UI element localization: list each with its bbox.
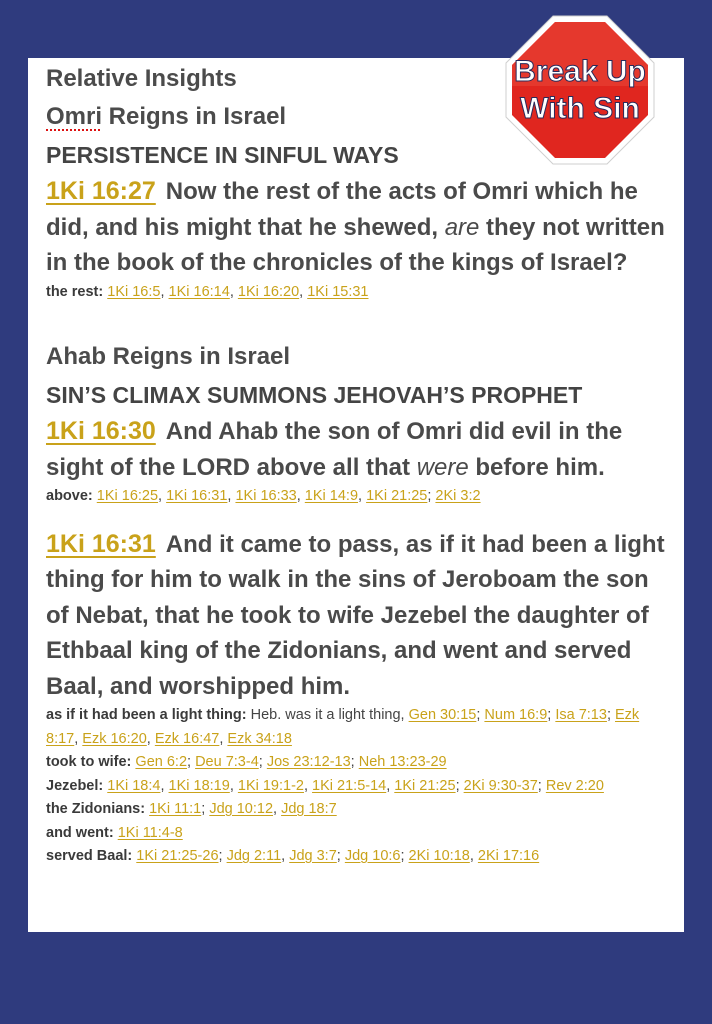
verse-1ki-16-30 <box>46 414 666 485</box>
verse-text: they not written in the book of the chronicles of the kings of Israel? <box>46 213 665 276</box>
cross-ref-separator: , <box>281 848 290 864</box>
cross-ref-separator: , <box>296 488 305 504</box>
stop-sign-icon <box>504 14 656 166</box>
cross-refs-1 <box>46 281 666 305</box>
cross-ref-link[interactable]: 1Ki 18:4 <box>107 777 161 794</box>
cross-ref-separator: , <box>219 730 228 747</box>
series-title: Relative Insights <box>46 65 237 92</box>
cross-ref-separator: , <box>229 777 238 794</box>
cross-ref-link[interactable]: 2Ki 3:2 <box>435 488 481 504</box>
cross-ref-separator: , <box>160 777 169 794</box>
cross-ref-link[interactable]: 1Ki 21:25-26 <box>136 848 219 864</box>
verse-text: Now the rest of the acts of Omri which he did, and his might that he shewed, <box>46 178 638 241</box>
cross-ref-separator: ; <box>187 754 196 770</box>
cross-ref-link[interactable]: 2Ki 17:16 <box>477 848 540 864</box>
cross-ref-link[interactable]: 1Ki 19:1-2 <box>237 777 304 794</box>
cross-ref-link[interactable]: 1Ki 16:20 <box>237 283 300 300</box>
cross-ref-link[interactable]: 1Ki 21:25 <box>366 488 428 504</box>
stop-sign-line1: Break Up <box>514 55 646 88</box>
cross-ref-link[interactable]: 1Ki 21:5-14 <box>312 777 387 794</box>
cross-ref-link[interactable]: Ezk 34:18 <box>227 730 292 747</box>
cross-ref-link[interactable]: 1Ki 15:31 <box>307 283 369 300</box>
cross-ref-link[interactable]: 2Ki 9:30-37 <box>463 777 538 794</box>
verse-ref-link[interactable]: 1Ki 16:30 <box>46 417 156 445</box>
cross-ref-separator: , <box>299 283 308 300</box>
verse-ref-link[interactable]: 1Ki 16:31 <box>46 529 156 558</box>
theme-heading-1: PERSISTENCE IN SINFUL WAYS <box>46 142 399 168</box>
section-title-rest: Reigns in Israel <box>102 103 287 130</box>
cross-ref-separator: ; <box>476 707 485 723</box>
cross-ref-link[interactable]: Jdg 10:12 <box>209 801 274 817</box>
cross-ref-label: the Zidonians: <box>46 801 150 817</box>
cross-ref-link[interactable]: Jdg 2:11 <box>226 848 282 864</box>
misspelled-word: Omri <box>46 103 103 130</box>
cross-ref-separator: ; <box>336 848 345 864</box>
cross-ref-label: as if it had been a light thing: <box>46 707 251 723</box>
cross-ref-label: served Baal: <box>46 848 137 864</box>
verse-italic: are <box>444 213 480 241</box>
cross-ref-label: took to wife: <box>46 754 136 770</box>
cross-ref-link[interactable]: Num 16:9 <box>484 707 548 723</box>
verse-text: before him. <box>468 453 605 481</box>
stop-sign-line2: With Sin <box>520 92 640 125</box>
cross-ref-label: Jezebel: <box>46 777 108 794</box>
cross-ref-separator: ; <box>547 707 556 723</box>
cross-ref-separator: ; <box>537 777 546 794</box>
cross-ref-separator: ; <box>258 754 267 770</box>
cross-ref-label: and went: <box>46 824 118 841</box>
cross-ref-link[interactable]: Neh 13:23-29 <box>358 754 447 770</box>
cross-ref-link[interactable]: 1Ki 21:25 <box>394 777 456 794</box>
verse-card <box>28 58 684 932</box>
cross-ref-separator: , <box>158 488 167 504</box>
cross-ref-separator: , <box>160 283 169 300</box>
cross-ref-separator: ; <box>201 801 210 817</box>
cross-ref-separator: , <box>229 283 238 300</box>
cross-ref-link[interactable]: Jdg 3:7 <box>289 848 337 864</box>
cross-ref-line <box>46 845 666 869</box>
cross-ref-separator: , <box>74 730 83 747</box>
cross-ref-separator: , <box>358 488 367 504</box>
theme-heading-2: SIN’S CLIMAX SUMMONS JEHOVAH’S PROPHET <box>46 382 583 408</box>
verse-italic: were <box>416 453 469 481</box>
verse-1ki-16-31 <box>46 527 666 705</box>
cross-ref-note: Heb. was it a light thing, <box>250 707 409 723</box>
cross-ref-line <box>46 822 666 846</box>
cross-ref-link[interactable]: 1Ki 16:25 <box>96 488 159 504</box>
cross-ref-separator: ; <box>350 754 359 770</box>
cross-ref-link[interactable]: Gen 6:2 <box>135 754 188 770</box>
cross-ref-link[interactable]: 1Ki 11:1 <box>149 801 202 817</box>
cross-ref-separator: , <box>386 777 395 794</box>
cross-refs-2 <box>46 485 666 509</box>
cross-ref-link[interactable]: 1Ki 14:9 <box>304 488 359 504</box>
stop-sign-badge <box>504 14 656 166</box>
cross-ref-line <box>46 798 666 822</box>
cross-ref-link[interactable]: Gen 30:15 <box>408 707 477 723</box>
section-title-ahab: Ahab Reigns in Israel <box>46 343 291 370</box>
cross-ref-line <box>46 775 666 799</box>
cross-ref-link[interactable]: 1Ki 16:5 <box>107 283 161 300</box>
cross-ref-link[interactable]: Jos 23:12-13 <box>266 754 351 770</box>
cross-ref-link[interactable]: 1Ki 11:4-8 <box>117 824 183 841</box>
cross-ref-separator: , <box>469 848 478 864</box>
verse-1ki-16-27 <box>46 174 666 281</box>
cross-ref-line <box>46 751 666 775</box>
cross-ref-link[interactable]: Ezk 8:17 <box>46 707 640 747</box>
cross-ref-link[interactable]: Ezk 16:20 <box>82 730 147 747</box>
cross-ref-label: the rest: <box>46 283 108 300</box>
cross-ref-line <box>46 704 666 751</box>
cross-ref-separator: , <box>146 730 155 747</box>
cross-ref-link[interactable]: Isa 7:13 <box>555 707 607 723</box>
verse-text: And Ahab the son of Omri did evil in the sight of the LORD above all that <box>46 418 623 481</box>
cross-ref-separator: ; <box>606 707 615 723</box>
cross-ref-link[interactable]: 1Ki 16:31 <box>166 488 228 504</box>
cross-ref-separator: ; <box>455 777 464 794</box>
cross-ref-separator: , <box>273 801 282 817</box>
cross-ref-link[interactable]: 1Ki 16:14 <box>168 283 230 300</box>
cross-ref-link[interactable]: 1Ki 18:19 <box>168 777 230 794</box>
cross-ref-link[interactable]: Jdg 18:7 <box>281 801 337 817</box>
cross-ref-separator: ; <box>427 488 436 504</box>
cross-ref-separator: , <box>227 488 236 504</box>
cross-ref-label: above: <box>46 488 97 504</box>
cross-ref-link[interactable]: Jdg 10:6 <box>344 848 401 864</box>
spacer <box>46 509 666 527</box>
cross-ref-separator: , <box>303 777 313 794</box>
cross-ref-link[interactable]: Rev 2:20 <box>545 777 604 794</box>
spacer <box>46 304 666 338</box>
cross-ref-separator: ; <box>400 848 409 864</box>
cross-ref-link[interactable]: Ezk 16:47 <box>154 730 220 747</box>
cross-ref-link[interactable]: Deu 7:3-4 <box>195 754 259 770</box>
cross-ref-separator: ; <box>218 848 227 864</box>
verse-ref-link[interactable]: 1Ki 16:27 <box>46 177 156 205</box>
cross-ref-link[interactable]: 2Ki 10:18 <box>408 848 470 864</box>
verse-text: And it came to pass, as if it had been a light thing for him to walk in the sins of Jeroboam the son of Nebat, that he took to wife Jezebel the daughter of Ethbaal king of the Zidonians, and went and served Baal, and worshipped him. <box>46 530 665 700</box>
cross-ref-link[interactable]: 1Ki 16:33 <box>235 488 297 504</box>
cross-refs-3 <box>46 704 666 869</box>
